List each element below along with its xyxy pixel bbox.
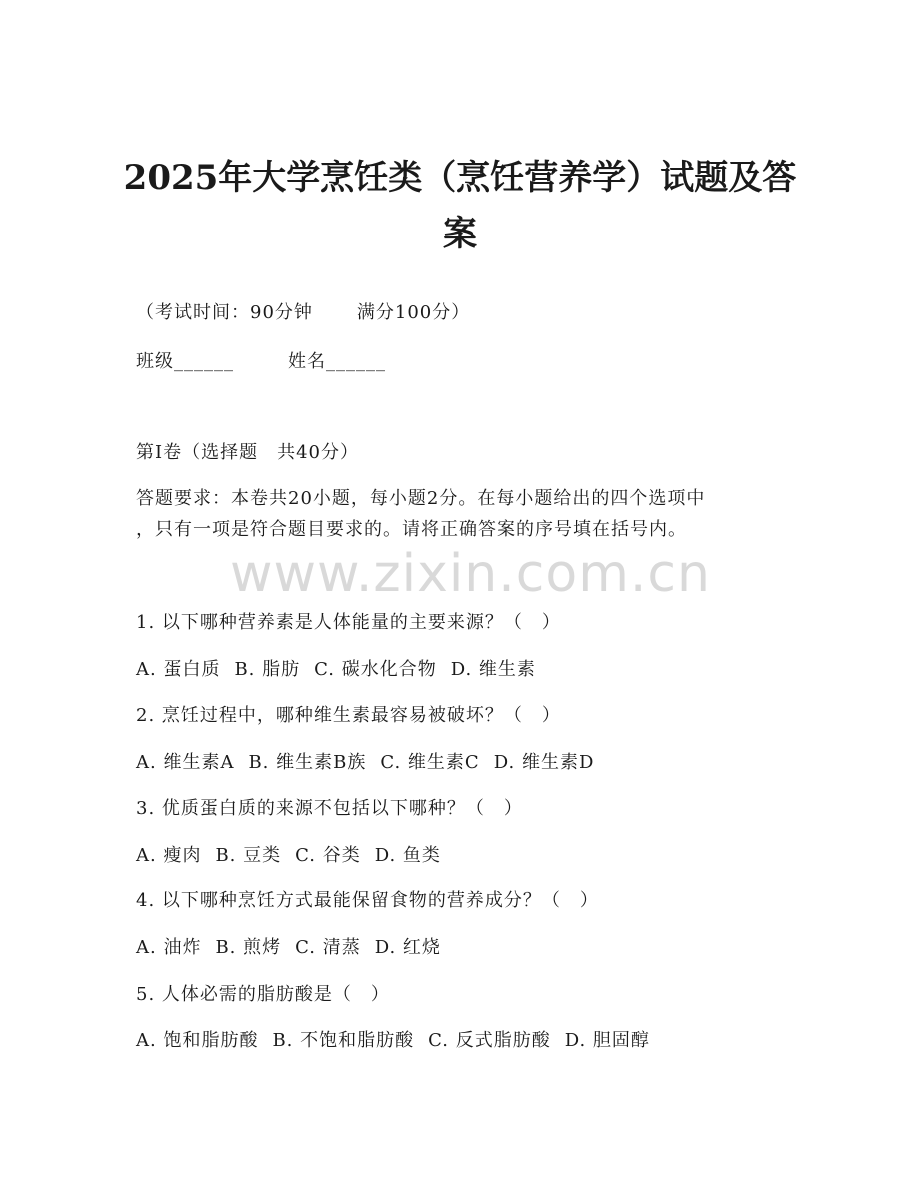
section-header: 第I卷（选择题 共40分） xyxy=(136,442,360,463)
option-c: C. 碳水化合物 xyxy=(314,659,437,680)
option-d: D. 维生素 xyxy=(450,659,536,680)
title-line-2: 案 xyxy=(443,214,477,254)
student-fields xyxy=(136,349,386,375)
option-a: A. 维生素A xyxy=(136,752,235,773)
title-line-1: 2025年大学烹饪类（烹饪营养学）试题及答 xyxy=(123,158,797,198)
option-a: A. 饱和脂肪酸 xyxy=(136,1030,259,1051)
question-stem: 5. 人体必需的脂肪酸是（ ） xyxy=(136,984,390,1005)
question-stem: 4. 以下哪种烹饪方式最能保留食物的营养成分？（ ） xyxy=(136,890,599,911)
option-c: C. 维生素C xyxy=(380,752,480,773)
option-d: D. 维生素D xyxy=(493,752,595,773)
option-c: C. 谷类 xyxy=(295,845,361,866)
exam-info xyxy=(136,300,470,326)
option-a: A. 油炸 xyxy=(136,937,202,958)
option-d: D. 红烧 xyxy=(374,937,441,958)
option-d: D. 鱼类 xyxy=(374,845,441,866)
option-c: C. 反式脂肪酸 xyxy=(428,1030,551,1051)
page-title xyxy=(120,150,800,262)
exam-time: （考试时间：90分钟 xyxy=(136,302,313,323)
question-stem: 2. 烹饪过程中，哪种维生素最容易被破坏？（ ） xyxy=(136,705,561,726)
option-d: D. 胆固醇 xyxy=(564,1030,650,1051)
option-a: A. 蛋白质 xyxy=(136,659,221,680)
option-c: C. 清蒸 xyxy=(295,937,361,958)
question-stem: 3. 优质蛋白质的来源不包括以下哪种？（ ） xyxy=(136,798,523,819)
option-a: A. 瘦肉 xyxy=(136,845,202,866)
exam-score: 满分100分） xyxy=(356,302,471,323)
question-options xyxy=(136,843,455,869)
question-stem: 1. 以下哪种营养素是人体能量的主要来源？（ ） xyxy=(136,612,561,633)
question-options xyxy=(136,657,550,683)
name-field: 姓名______ xyxy=(288,351,386,372)
option-b: B. 煎烤 xyxy=(215,937,282,958)
option-b: B. 不饱和脂肪酸 xyxy=(272,1030,415,1051)
watermark: www.zixin.com.cn xyxy=(230,544,711,604)
option-b: B. 豆类 xyxy=(215,845,282,866)
option-b: B. 维生素B族 xyxy=(248,752,367,773)
question-options xyxy=(136,935,455,961)
instructions-line-2: ，只有一项是符合题目要求的。请将正确答案的序号填在括号内。 xyxy=(136,519,687,540)
option-b: B. 脂肪 xyxy=(234,659,301,680)
question-options xyxy=(136,1028,664,1054)
instructions-line-1: 答题要求：本卷共20小题，每小题2分。在每小题给出的四个选项中 xyxy=(136,488,706,509)
class-field: 班级______ xyxy=(136,351,234,372)
question-options xyxy=(136,750,608,776)
